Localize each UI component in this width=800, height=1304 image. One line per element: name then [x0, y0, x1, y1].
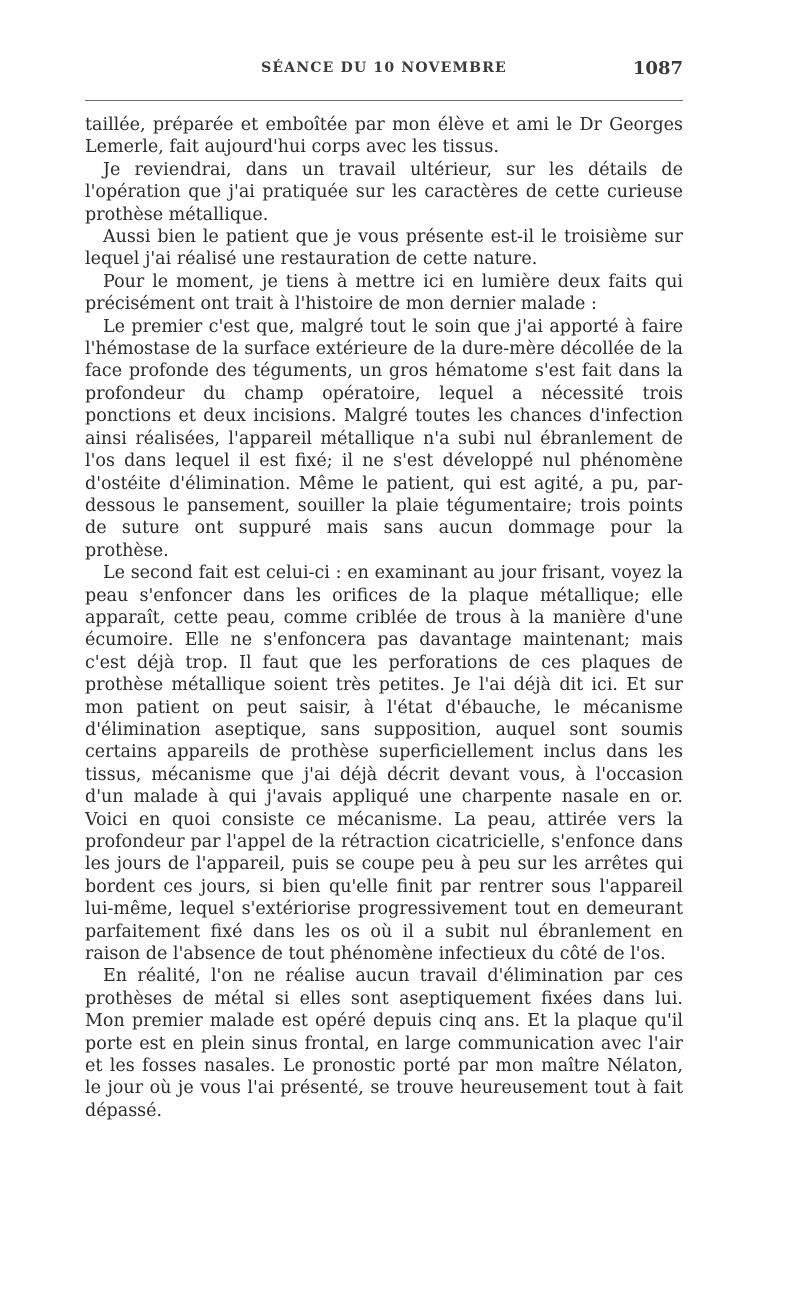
header-rule: [85, 100, 683, 101]
running-head: [85, 60, 683, 86]
page-number: 1087: [632, 58, 683, 79]
paragraph-continuation: taillée, préparée et emboîtée par mon élève et ami le Dr Georges Lemerle, fait aujourd'hui corps avec les tissus.: [85, 115, 683, 158]
paragraph: Le premier c'est que, malgré tout le soin que j'ai apporté à faire l'hémostase de la surface extérieure de la dure-mère décollée de la face profonde des téguments, un gros hématome s'est fait dans la profondeur du champ opératoire, lequel a nécessité trois ponctions et deux incisions. Malgré toutes les chances d'infection ainsi réalisées, l'appareil métallique n'a subi nul ébranlement de l'os dans lequel il est fixé; il ne s'est développé nul phénomène d'ostéite d'élimination. Même le patient, qui est agité, a pu, par-dessous le pansement, souiller la plaie tégumentaire; trois points de suture ont suppuré mais sans aucun dommage pour la prothèse.: [85, 316, 683, 561]
running-head-title: SÉANCE DU 10 NOVEMBRE: [261, 60, 507, 76]
paragraph: En réalité, l'on ne réalise aucun travail d'élimination par ces prothèses de métal si elles sont aseptiquement fixées dans lui. Mon premier malade est opéré depuis cinq ans. Et la plaque qu'il porte est en plein sinus frontal, en large communication avec l'air et les fosses nasales. Le pronostic porté par mon maître Nélaton, le jour où je vous l'ai présenté, se trouve heureusement tout à fait dépassé.: [85, 966, 683, 1121]
body-text: [85, 114, 683, 1122]
paragraph: Le second fait est celui-ci : en examinant au jour frisant, voyez la peau s'enfoncer dans les orifices de la plaque métallique; elle apparaît, cette peau, comme criblée de trous à la manière d'une écumoire. Elle ne s'enfoncera pas davantage maintenant; mais c'est déjà trop. Il faut que les perforations de ces plaques de prothèse métallique soient très petites. Je l'ai déjà dit ici. Et sur mon patient on peut saisir, à l'état d'ébauche, le mécanisme d'élimination aseptique, sans supposition, auquel sont soumis certains appareils de prothèse superficiellement inclus dans les tissus, mécanisme que j'ai déjà décrit devant vous, à l'occasion d'un malade à qui j'avais appliqué une charpente nasale en or. Voici en quoi consiste ce mécanisme. La peau, attirée vers la profondeur par l'appel de la rétraction cicatricielle, s'enfonce dans les jours de l'appareil, puis se coupe peu à peu sur les arrêtes qui bordent ces jours, si bien qu'elle finit par rentrer sous l'appareil lui-même, lequel s'extériorise progressivement tout en demeurant parfaitement fixé dans les os où il a subit nul ébranlement en raison de l'absence de tout phénomène infectieux du côté de l'os.: [85, 563, 683, 965]
paragraph: Aussi bien le patient que je vous présente est-il le troisième sur lequel j'ai réalisé une restauration de cette nature.: [85, 227, 683, 270]
paragraph: Pour le moment, je tiens à mettre ici en lumière deux faits qui précisément ont trait à l'histoire de mon dernier malade :: [85, 271, 683, 315]
paragraph: Je reviendrai, dans un travail ultérieur, sur les détails de l'opération que j'ai pratiquée sur les caractères de cette curieuse prothèse métallique.: [85, 159, 683, 225]
